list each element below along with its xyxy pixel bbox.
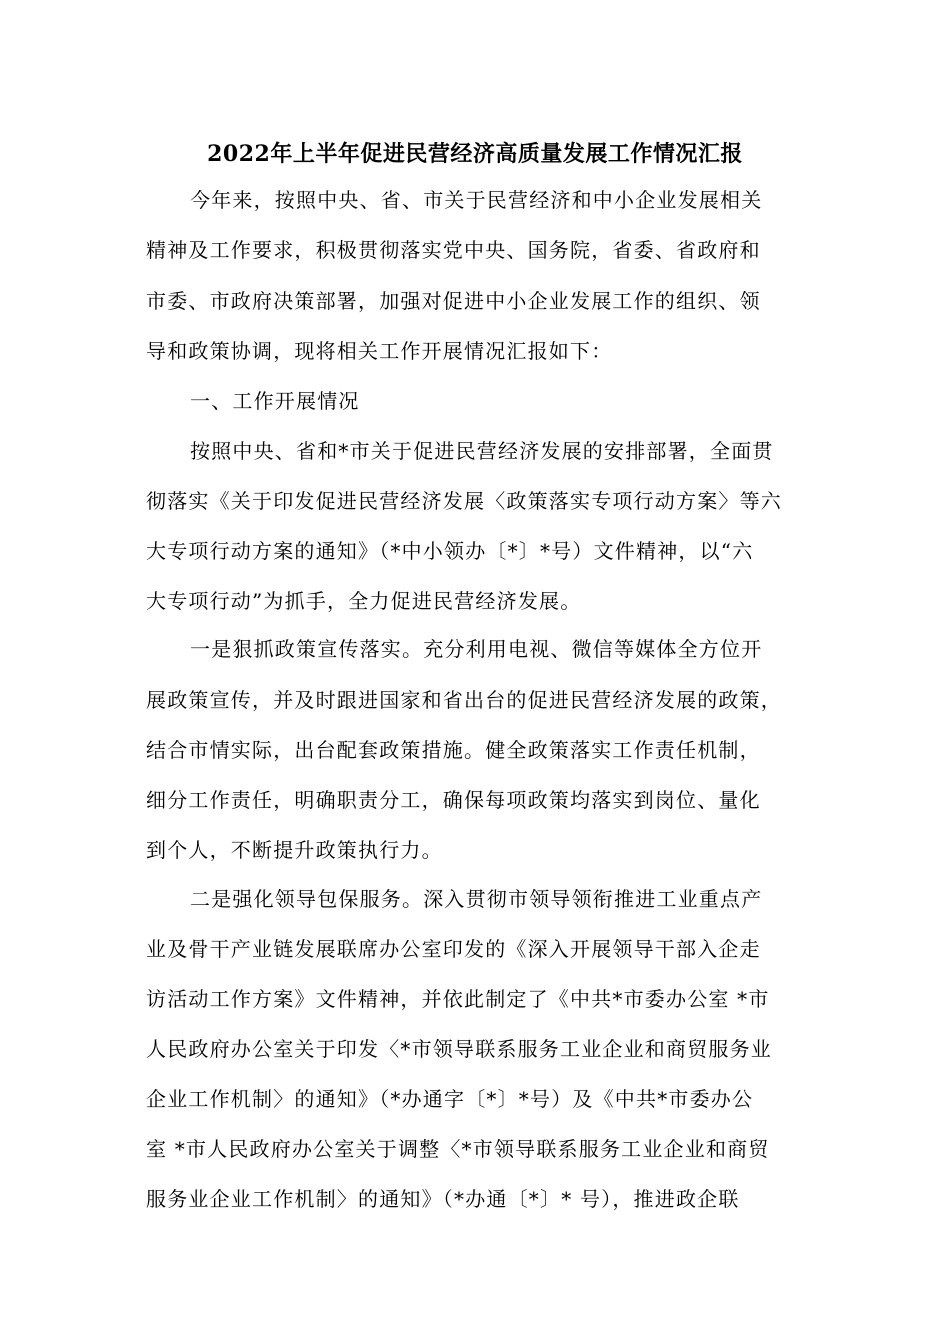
paragraph-line: 精神及工作要求，积极贯彻落实党中央、国务院，省委、省政府和 bbox=[146, 238, 761, 262]
paragraph-line: 人民政府办公室关于印发〈*市领导联系服务工业企业和商贸服务业 bbox=[146, 1037, 772, 1061]
paragraph-line: 到个人，不断提升政策执行力。 bbox=[146, 838, 443, 862]
paragraph-line: 一是狠抓政策宣传落实。充分利用电视、微信等媒体全方位开 bbox=[190, 637, 763, 661]
paragraph-line: 结合市情实际，出台配套政策措施。健全政策落实工作责任机制， bbox=[146, 738, 761, 762]
paragraph-line: 今年来，按照中央、省、市关于民营经济和中小企业发展相关 bbox=[190, 188, 763, 212]
paragraph-line: 市委、市政府决策部署，加强对促进中小企业发展工作的组织、领 bbox=[146, 289, 761, 313]
paragraph-line: 服务业企业工作机制〉的通知》（*办通〔*〕* 号），推进政企联 bbox=[146, 1187, 740, 1211]
paragraph-line: 导和政策协调，现将相关工作开展情况汇报如下： bbox=[146, 339, 613, 363]
paragraph-line: 二是强化领导包保服务。深入贯彻市领导领衔推进工业重点产 bbox=[190, 887, 763, 911]
paragraph-line: 彻落实《关于印发促进民营经济发展〈政策落实专项行动方案〉等六 bbox=[146, 489, 782, 513]
paragraph-line: 业及骨干产业链发展联席办公室印发的《深入开展领导干部入企走 bbox=[146, 937, 761, 961]
paragraph-line: 企业工作机制〉的通知》（*办通字〔*〕*号）及《中共*市委办公 bbox=[146, 1087, 754, 1111]
document-title: 2022年上半年促进民营经济高质量发展工作情况汇报 bbox=[207, 141, 743, 167]
paragraph-line: 展政策宣传，并及时跟进国家和省出台的促进民营经济发展的政策， bbox=[146, 688, 782, 712]
paragraph-line: 室 *市人民政府办公室关于调整〈*市领导联系服务工业企业和商贸 bbox=[146, 1137, 770, 1161]
paragraph-line: 访活动工作方案》文件精神，并依此制定了《中共*市委办公室 *市 bbox=[146, 987, 770, 1011]
section-heading: 一、工作开展情况 bbox=[190, 389, 360, 413]
paragraph-line: 细分工作责任，明确职责分工，确保每项政策均落实到岗位、量化 bbox=[146, 788, 761, 812]
paragraph-line: 大专项行动方案的通知》（*中小领办〔*〕*号）文件精神，以“六 bbox=[146, 539, 754, 563]
paragraph-line: 大专项行动”为抓手，全力促进民营经济发展。 bbox=[146, 589, 582, 613]
paragraph-line: 按照中央、省和*市关于促进民营经济发展的安排部署，全面贯 bbox=[190, 439, 774, 463]
